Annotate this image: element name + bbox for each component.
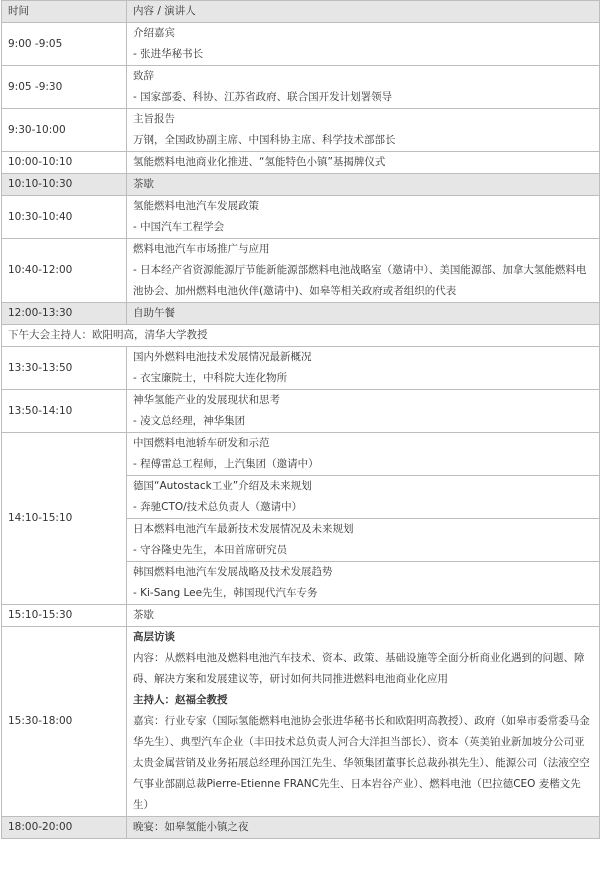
session-title: 国内外燃料电池技术发展情况最新概况 <box>133 351 312 363</box>
panel-title: 高层访谈 <box>133 631 175 643</box>
speaker: - 程傅雷总工程师，上汽集团（邀请中） <box>133 458 319 470</box>
table-row <box>2 627 600 817</box>
session-title: 韩国燃料电池汽车发展战略及技术发展趋势 <box>133 566 333 578</box>
session-title: 氢能燃料电池汽车发展政策 <box>133 200 259 212</box>
session-title: 中国燃料电池轿车研发和示范 <box>133 437 270 449</box>
session-title: 日本燃料电池汽车最新技术发展情况及未来规划 <box>133 523 354 535</box>
afternoon-host: 下午大会主持人：欧阳明高，清华大学教授 <box>2 325 600 347</box>
table-row <box>2 605 600 627</box>
session-title: 主旨报告 <box>133 113 175 125</box>
row-content <box>127 562 600 605</box>
row-content <box>127 390 600 433</box>
row-content: 自助午餐 <box>127 303 600 325</box>
row-time: 15:30-18:00 <box>2 627 127 817</box>
session-title: 介绍嘉宾 <box>133 27 175 39</box>
speaker: - 凌文总经理，神华集团 <box>133 415 246 427</box>
panel-guests: 嘉宾：行业专家（国际氢能燃料电池协会张进华秘书长和欧阳明高教授）、政府（如皋市委常委马金华先生）、典型汽车企业（丰田技术总负责人河合大洋担当部长）、资本（英美铂业新加坡分公司亚太贵金属营销及业务拓展总经理孙国江先生、华领集团董事长总裁孙祺先生）、能源公司（法液空空气事业部副总裁Pierre-Etienne FRANC先生、日本岩谷产业）、燃料电池（巴拉德CEO 麦楷文先生） <box>133 715 590 811</box>
session-title: 致辞 <box>133 70 154 82</box>
table-row <box>2 109 600 152</box>
speaker: - 张进华秘书长 <box>133 48 204 60</box>
session-title: 神华氢能产业的发展现状和思考 <box>133 394 280 406</box>
row-time: 10:10-10:30 <box>2 174 127 196</box>
speaker: - Ki-Sang Lee先生，韩国现代汽车专务 <box>133 587 318 599</box>
table-row <box>2 66 600 109</box>
panel-host: 主持人：赵福全教授 <box>133 694 228 706</box>
panel-content: 内容：从燃料电池及燃料电池汽车技术、资本、政策、基础设施等全面分析商业化遇到的问题、障碍、解决方案和发展建议等，研讨如何共同推进燃料电池商业化应用 <box>133 652 585 685</box>
row-content: 茶歇 <box>127 605 600 627</box>
speaker: - 国家部委、科协、江苏省政府、联合国开发计划署领导 <box>133 91 393 103</box>
row-content <box>127 196 600 239</box>
table-row-break <box>2 174 600 196</box>
speaker: - 日本经产省资源能源厅节能新能源部燃料电池战略室（邀请中）、美国能源部、加拿大氢能燃料电池协会、加州燃料电池伙伴(邀请中)、如皋等相关政府或者组织的代表 <box>133 264 587 297</box>
row-time: 15:10-15:30 <box>2 605 127 627</box>
speaker: 万钢，全国政协副主席、中国科协主席、科学技术部部长 <box>133 134 396 146</box>
row-content <box>127 109 600 152</box>
table-row <box>2 390 600 433</box>
row-content: 茶歇 <box>127 174 600 196</box>
header-time: 时间 <box>2 1 127 23</box>
row-content <box>127 66 600 109</box>
row-time: 13:30-13:50 <box>2 347 127 390</box>
header-content: 内容 / 演讲人 <box>127 1 600 23</box>
table-row <box>2 23 600 66</box>
row-time: 9:30-10:00 <box>2 109 127 152</box>
row-time: 9:00 -9:05 <box>2 23 127 66</box>
row-content: 晚宴：如皋氢能小镇之夜 <box>127 817 600 839</box>
speaker: - 守谷隆史先生，本田首席研究员 <box>133 544 288 556</box>
row-time: 18:00-20:00 <box>2 817 127 839</box>
schedule-table <box>1 0 600 839</box>
row-content <box>127 23 600 66</box>
table-row-host <box>2 325 600 347</box>
row-content <box>127 476 600 519</box>
row-content <box>127 519 600 562</box>
row-time: 10:30-10:40 <box>2 196 127 239</box>
speaker: - 奔驰CTO/技术总负责人（邀请中） <box>133 501 303 513</box>
table-row <box>2 433 600 476</box>
session-title: 德国“Autostack工业”介绍及未来规划 <box>133 480 312 492</box>
row-time: 10:40-12:00 <box>2 239 127 303</box>
row-time: 14:10-15:10 <box>2 433 127 605</box>
table-row <box>2 347 600 390</box>
speaker: - 中国汽车工程学会 <box>133 221 225 233</box>
session-title: 燃料电池汽车市场推广与应用 <box>133 243 270 255</box>
row-time: 9:05 -9:30 <box>2 66 127 109</box>
speaker: - 衣宝廉院士，中科院大连化物所 <box>133 372 288 384</box>
table-row <box>2 239 600 303</box>
row-time: 13:50-14:10 <box>2 390 127 433</box>
table-row <box>2 196 600 239</box>
row-content: 氢能燃料电池商业化推进、“氢能特色小镇”基揭牌仪式 <box>127 152 600 174</box>
row-content <box>127 433 600 476</box>
table-row-break <box>2 303 600 325</box>
row-content <box>127 347 600 390</box>
row-content <box>127 239 600 303</box>
row-time: 10:00-10:10 <box>2 152 127 174</box>
table-header-row <box>2 1 600 23</box>
table-row-dinner <box>2 817 600 839</box>
table-row <box>2 152 600 174</box>
row-content <box>127 627 600 817</box>
row-time: 12:00-13:30 <box>2 303 127 325</box>
